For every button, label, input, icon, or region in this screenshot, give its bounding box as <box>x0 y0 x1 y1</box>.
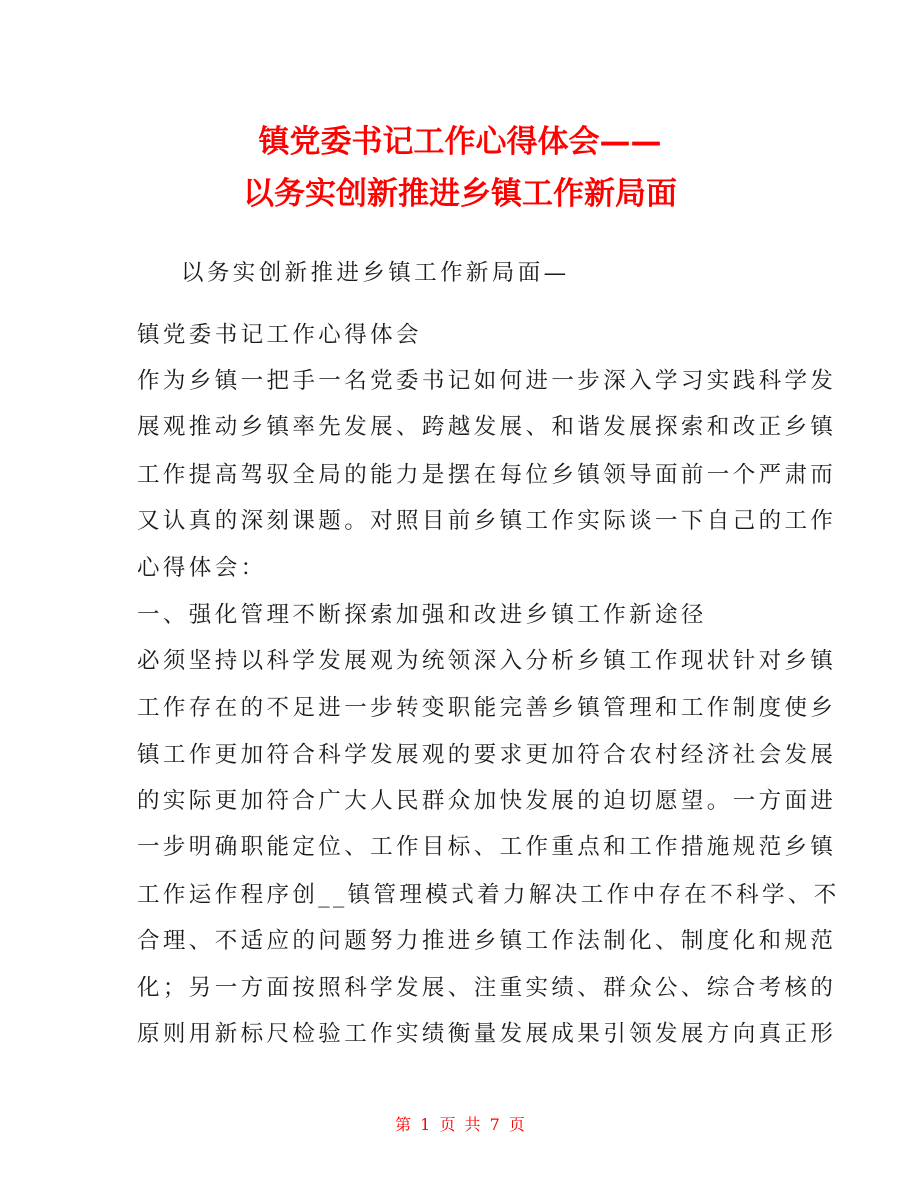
document-title-line-1: 镇党委书记工作心得体会—— <box>258 124 662 160</box>
document-title-line-2: 以务实创新推进乡镇工作新局面 <box>243 176 677 212</box>
body-line-11: 镇工作更加符合科学发展观的要求更加符合农村经济社会发展 <box>137 742 837 768</box>
body-line-1: 以务实创新推进乡镇工作新局面— <box>181 260 570 286</box>
body-line-9: 必须坚持以科学发展观为统领深入分析乡镇工作现状针对乡镇 <box>137 648 837 674</box>
body-line-16: 化；另一方面按照科学发展、注重实绩、群众公、综合考核的 <box>137 975 837 1001</box>
body-line-4: 展观推动乡镇率先发展、跨越发展、和谐发展探索和改正乡镇 <box>137 414 837 440</box>
body-line-5: 工作提高驾驭全局的能力是摆在每位乡镇领导面前一个严肃而 <box>137 462 837 488</box>
body-line-15: 合理、不适应的问题努力推进乡镇工作法制化、制度化和规范 <box>137 928 837 954</box>
body-line-12: 的实际更加符合广大人民群众加快发展的迫切愿望。一方面进 <box>137 788 837 814</box>
body-line-14: 工作运作程序创__镇管理模式着力解决工作中存在不科学、不 <box>137 882 840 908</box>
body-line-10: 工作存在的不足进一步转变职能完善乡镇管理和工作制度使乡 <box>137 695 837 721</box>
body-line-17: 原则用新标尺检验工作实绩衡量发展成果引领发展方向真正形 <box>137 1021 837 1047</box>
page-number-footer: 第 1 页 共 7 页 <box>395 1115 525 1134</box>
body-line-13: 一步明确职能定位、工作目标、工作重点和工作措施规范乡镇 <box>137 834 837 860</box>
body-line-2: 镇党委书记工作心得体会 <box>137 322 422 348</box>
body-line-3: 作为乡镇一把手一名党委书记如何进一步深入学习实践科学发 <box>137 368 837 394</box>
section-heading-1: 一、强化管理不断探索加强和改进乡镇工作新途径 <box>137 602 707 628</box>
body-line-7: 心得体会： <box>137 555 267 581</box>
body-line-6: 又认真的深刻课题。对照目前乡镇工作实际谈一下自己的工作 <box>137 508 837 534</box>
